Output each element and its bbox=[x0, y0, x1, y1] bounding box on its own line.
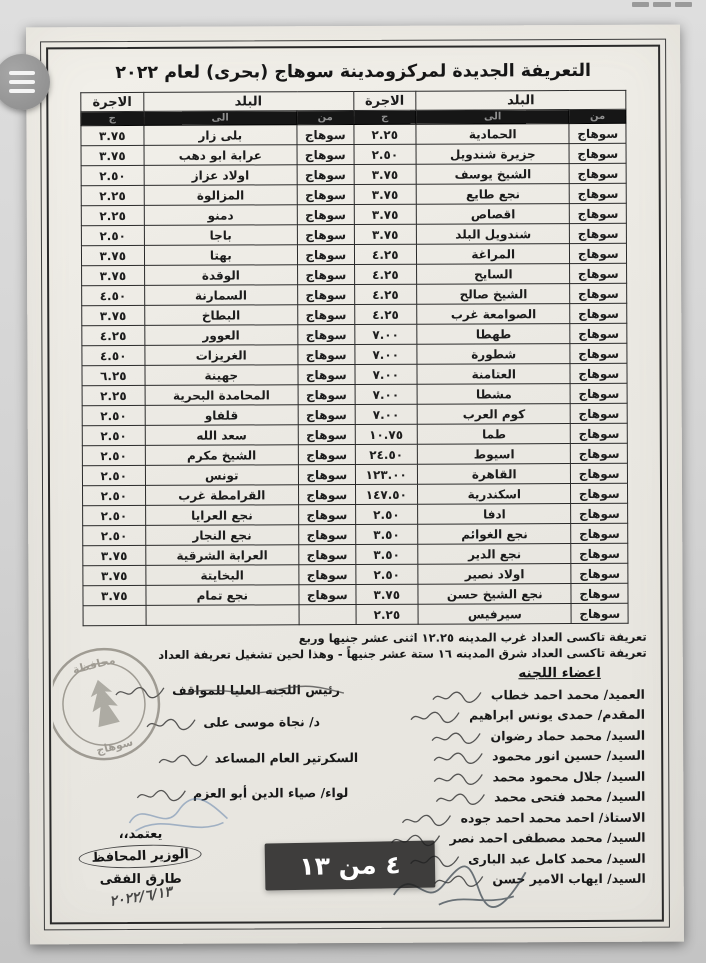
page-title: التعريفة الجديدة لمركزومدينة سوهاج (بحرى) لعام ٢٠٢٢ bbox=[115, 60, 592, 84]
cell-dest-right: الحمادية bbox=[416, 124, 569, 145]
person-name: الاستاذ/ احمد محمد احمد جوده bbox=[460, 809, 646, 826]
approval-word: يعتمد،، bbox=[118, 826, 163, 843]
cell-fare-right: ٤.٢٥ bbox=[354, 264, 417, 284]
cell-fare-left: ٣.٧٥ bbox=[83, 545, 146, 565]
cell-fare-left: ٢.٥٠ bbox=[83, 485, 146, 505]
cell-fare-right: ٢٤.٥٠ bbox=[355, 444, 418, 464]
table-row bbox=[83, 483, 628, 505]
table-row bbox=[81, 203, 626, 225]
cell-from-right: سوهاج bbox=[570, 303, 627, 323]
cell-from-right: سوهاج bbox=[570, 283, 627, 303]
cell-fare-left: ٣.٧٥ bbox=[81, 245, 144, 265]
cell-dest-right: القاهرة bbox=[417, 464, 570, 485]
approval-name: طارق الفقى bbox=[99, 871, 182, 888]
table-row bbox=[82, 303, 627, 325]
person-name: السيد/ جلال محمود محمد bbox=[492, 768, 646, 785]
table-row bbox=[83, 523, 628, 545]
cell-dest-left: بهتا bbox=[144, 245, 297, 266]
cell-dest-right: طما bbox=[417, 424, 570, 445]
cell-fare-right: ٣.٧٥ bbox=[354, 184, 417, 204]
table-row bbox=[82, 283, 627, 305]
cell-fare-right: ٧.٠٠ bbox=[354, 344, 417, 364]
cell-from-right: سوهاج bbox=[570, 203, 627, 223]
cell-fare-right: ٢.٢٥ bbox=[353, 124, 416, 144]
cell-dest-right: الصوامعة غرب bbox=[417, 304, 570, 325]
cell-dest-right: نجع الدير bbox=[418, 544, 571, 565]
cell-fare-left bbox=[83, 605, 146, 625]
signature-scribble bbox=[432, 751, 484, 766]
cell-dest-right: كوم العرب bbox=[417, 404, 570, 425]
cell-from-left: سوهاج bbox=[298, 325, 355, 345]
cell-dest-left: باجا bbox=[144, 225, 297, 246]
cell-from-right: سوهاج bbox=[569, 123, 626, 143]
cell-from-left: سوهاج bbox=[297, 245, 354, 265]
cell-dest-right: نجع الشيخ حسن bbox=[418, 584, 571, 605]
signature-scribble bbox=[135, 788, 187, 803]
cell-fare-right: ٣.٧٥ bbox=[354, 224, 417, 244]
table-row bbox=[82, 423, 627, 445]
cell-dest-left: تونس bbox=[145, 465, 298, 486]
cell-from-right: سوهاج bbox=[570, 323, 627, 343]
fare-table-body bbox=[81, 123, 628, 625]
signature-scribble bbox=[157, 753, 209, 768]
cell-from-left: سوهاج bbox=[298, 465, 355, 485]
cell-fare-right: ٣.٥٠ bbox=[355, 524, 418, 544]
cell-fare-right: ١٠.٧٥ bbox=[355, 424, 418, 444]
cell-dest-right: اقصاص bbox=[416, 204, 569, 225]
cell-dest-right: طهطا bbox=[417, 324, 570, 345]
cell-from-left: سوهاج bbox=[299, 524, 356, 544]
cell-dest-right: الشيخ يوسف bbox=[416, 164, 569, 185]
stamp-text-top: محافظة bbox=[71, 653, 117, 677]
cell-fare-right: ٣.٥٠ bbox=[355, 544, 418, 564]
cell-dest-left: القرامطة غرب bbox=[145, 485, 298, 506]
cell-from-right: سوهاج bbox=[570, 223, 627, 243]
table-row bbox=[81, 143, 626, 165]
person-name: العميد/ محمد احمد خطاب bbox=[490, 686, 645, 703]
cell-fare-right: ٧.٠٠ bbox=[354, 324, 417, 344]
person-name: السيد/ حسين انور محمود bbox=[492, 747, 646, 764]
cell-dest-right: العتامنة bbox=[417, 364, 570, 385]
cell-dest-left: السمارنة bbox=[144, 285, 297, 306]
cell-dest-right: ادفا bbox=[418, 504, 571, 525]
cell-dest-left: المزالوة bbox=[144, 185, 297, 206]
cell-dest-left: نجع تمام bbox=[146, 585, 299, 606]
cell-from-left: سوهاج bbox=[298, 405, 355, 425]
table-row bbox=[81, 243, 626, 265]
cell-dest-right: الشيخ صالح bbox=[417, 284, 570, 305]
table-row bbox=[82, 343, 627, 365]
cell-dest-left: العوور bbox=[144, 325, 297, 346]
cell-dest-right: السايح bbox=[417, 264, 570, 285]
cell-from-left: سوهاج bbox=[299, 564, 356, 584]
cell-fare-left: ٢.٢٥ bbox=[81, 185, 144, 205]
cell-from-left: سوهاج bbox=[298, 445, 355, 465]
cell-dest-left: جهينة bbox=[145, 365, 298, 386]
cell-fare-left: ٣.٧٥ bbox=[83, 585, 146, 605]
cell-fare-left: ٢.٥٠ bbox=[82, 445, 145, 465]
cell-from-left: سوهاج bbox=[298, 385, 355, 405]
cell-from-left: سوهاج bbox=[298, 285, 355, 305]
cell-from-left: سوهاج bbox=[297, 165, 354, 185]
cell-dest-left: البطاخ bbox=[144, 305, 297, 326]
cell-dest-right: نجع طايع bbox=[416, 184, 569, 205]
cell-from-right: سوهاج bbox=[571, 503, 628, 523]
signature-scribble bbox=[432, 874, 484, 889]
cell-dest-left: عرابة ابو دهب bbox=[144, 145, 297, 166]
cell-from-right: سوهاج bbox=[571, 523, 628, 543]
cell-from-left: سوهاج bbox=[298, 425, 355, 445]
eagle-emblem-icon bbox=[85, 677, 122, 728]
person-name: رئيس اللجنه العليا للمواقف bbox=[172, 682, 340, 698]
cell-fare-left: ٢.٥٠ bbox=[81, 225, 144, 245]
stamp-text-bottom: سوهاج bbox=[94, 735, 135, 758]
cell-fare-right: ٢.٥٠ bbox=[354, 144, 417, 164]
cell-dest-left: الشيخ مكرم bbox=[145, 445, 298, 466]
cell-dest-left: نجع العرايا bbox=[145, 505, 298, 526]
note-line-1: تعريفة تاكسى العداد غرب المدينه ١٢.٢٥ اثنى عشر جنيها وربع bbox=[298, 629, 647, 646]
cell-fare-right: ٧.٠٠ bbox=[355, 404, 418, 424]
person-name: السكرتير العام المساعد bbox=[214, 749, 359, 766]
cell-fare-right: ٣.٧٥ bbox=[354, 204, 417, 224]
table-row bbox=[81, 223, 626, 245]
cell-dest-left: سعد الله bbox=[145, 425, 298, 446]
cell-dest-left: البخايتة bbox=[145, 565, 298, 586]
table-row bbox=[81, 183, 626, 205]
subheader-to-right: الى bbox=[416, 110, 569, 125]
cell-from-right: سوهاج bbox=[570, 243, 627, 263]
cell-dest-left: العرابة الشرقية bbox=[145, 545, 298, 566]
committee-heading: اعضاء اللجنه bbox=[518, 664, 601, 682]
note-line-2: تعريفة تاكسى العداد شرق المدينه ١٦ ستة عشر جنيهاً - وهذا لحين تشغيل تعريفة العداد bbox=[158, 645, 647, 662]
person-name: السيد/ محمد مصطفى احمد نصر bbox=[449, 829, 646, 846]
header-place-right: البلد bbox=[416, 90, 626, 110]
cell-fare-left: ٢.٥٠ bbox=[83, 525, 146, 545]
list-item bbox=[93, 783, 348, 803]
cell-fare-left: ٢.٥٠ bbox=[82, 405, 145, 425]
header-fare-left: الاجرة bbox=[81, 92, 144, 111]
cell-dest-right: اسكندرية bbox=[418, 484, 571, 505]
cell-from-left: سوهاج bbox=[298, 265, 355, 285]
cell-fare-left: ٢.٥٠ bbox=[83, 505, 146, 525]
cell-fare-left: ٢.٢٥ bbox=[82, 385, 145, 405]
cell-fare-right: ٤.٢٥ bbox=[354, 304, 417, 324]
cell-fare-left: ٢.٢٥ bbox=[81, 205, 144, 225]
signature-scribble bbox=[434, 792, 486, 807]
cell-fare-left: ٤.٥٠ bbox=[82, 285, 145, 305]
cell-fare-left: ٣.٧٥ bbox=[82, 305, 145, 325]
table-row bbox=[82, 323, 627, 345]
cell-dest-right: اولاد نصير bbox=[418, 564, 571, 585]
header-row bbox=[81, 90, 626, 111]
cell-fare-right: ١٤٧.٥٠ bbox=[355, 484, 418, 504]
cell-dest-left: الغريزات bbox=[144, 345, 297, 366]
table-row bbox=[82, 443, 627, 465]
cell-fare-right: ٣.٧٥ bbox=[355, 584, 418, 604]
table-row bbox=[81, 123, 626, 145]
cell-fare-left: ٢.٥٠ bbox=[82, 425, 145, 445]
table-row bbox=[82, 463, 627, 485]
person-name: لواء/ صياء الدين أبو العزم bbox=[192, 785, 349, 801]
person-name: السيد/ محمد فتحى محمد bbox=[494, 788, 646, 805]
cell-from-right: سوهاج bbox=[571, 383, 628, 403]
signature-scribble bbox=[433, 771, 485, 786]
subheader-fare-right: ج bbox=[353, 110, 416, 124]
cell-fare-right: ٤.٢٥ bbox=[354, 284, 417, 304]
subheader-to-left: الى bbox=[143, 111, 296, 126]
cell-from-left: سوهاج bbox=[298, 345, 355, 365]
cell-from-right: سوهاج bbox=[571, 443, 628, 463]
cell-from-right: سوهاج bbox=[570, 163, 627, 183]
cell-fare-right: ٢.٥٠ bbox=[355, 564, 418, 584]
cell-fare-right: ٤.٢٥ bbox=[354, 244, 417, 264]
cell-from-right: سوهاج bbox=[570, 183, 627, 203]
person-name: د/ نجاة موسى على bbox=[203, 714, 321, 730]
table-row bbox=[83, 603, 628, 625]
cell-from-right: سوهاج bbox=[571, 543, 628, 563]
cell-from-left: سوهاج bbox=[297, 205, 354, 225]
table-row bbox=[83, 503, 628, 525]
cell-fare-right: ٢.٢٥ bbox=[356, 604, 419, 624]
cell-fare-right: ٣.٧٥ bbox=[354, 164, 417, 184]
cell-dest-left bbox=[146, 605, 299, 626]
cell-dest-left: دمنو bbox=[144, 205, 297, 226]
cell-from-left: سوهاج bbox=[297, 225, 354, 245]
signature-scribble bbox=[401, 812, 453, 827]
fare-table-header bbox=[81, 90, 626, 125]
cell-from-left: سوهاج bbox=[297, 145, 354, 165]
cell-dest-right: سيرفيس bbox=[418, 604, 571, 625]
table-row bbox=[81, 163, 626, 185]
cell-from-right: سوهاج bbox=[571, 423, 628, 443]
approval-block bbox=[65, 826, 215, 910]
cell-from-right: سوهاج bbox=[572, 603, 629, 623]
cell-from-right: سوهاج bbox=[570, 363, 627, 383]
cell-fare-left: ٤.٢٥ bbox=[82, 325, 145, 345]
cell-fare-left: ٣.٧٥ bbox=[82, 265, 145, 285]
cell-dest-left: الوقدة bbox=[144, 265, 297, 286]
cell-from-right: سوهاج bbox=[571, 563, 628, 583]
cell-from-left: سوهاج bbox=[299, 484, 356, 504]
signature-scribble bbox=[431, 730, 483, 745]
cell-from-left: سوهاج bbox=[297, 125, 354, 145]
cell-from-left: سوهاج bbox=[299, 584, 356, 604]
cell-from-right: سوهاج bbox=[570, 263, 627, 283]
cell-from-left: سوهاج bbox=[298, 365, 355, 385]
table-row bbox=[82, 263, 627, 285]
cell-fare-left: ٣.٧٥ bbox=[81, 125, 144, 145]
header-place-left: البلد bbox=[143, 92, 353, 112]
table-row bbox=[82, 403, 627, 425]
table-row bbox=[82, 383, 627, 405]
cell-fare-left: ٢.٥٠ bbox=[82, 465, 145, 485]
cell-from-left: سوهاج bbox=[297, 185, 354, 205]
table-row bbox=[83, 563, 628, 585]
scanned-document-page bbox=[26, 25, 684, 945]
cell-dest-left: نجع النجار bbox=[145, 525, 298, 546]
cell-dest-left: قلفاو bbox=[145, 405, 298, 426]
cell-from-right: سوهاج bbox=[571, 483, 628, 503]
signature-scribble bbox=[431, 689, 483, 704]
cell-dest-right: المراغة bbox=[417, 244, 570, 265]
cell-from-left: سوهاج bbox=[299, 544, 356, 564]
table-row bbox=[83, 543, 628, 565]
header-fare-right: الاجرة bbox=[353, 91, 416, 110]
person-name: المقدم/ حمدى يونس ابراهيم bbox=[469, 706, 646, 723]
cell-from-right: سوهاج bbox=[571, 463, 628, 483]
hamburger-icon bbox=[9, 89, 35, 93]
person-name: السيد/ محمد حماد رضوان bbox=[490, 727, 646, 744]
person-name: السيد/ محمد كامل عبد البارى bbox=[468, 850, 646, 867]
cell-from-right: سوهاج bbox=[569, 143, 626, 163]
cell-from-right: سوهاج bbox=[570, 343, 627, 363]
cell-dest-right: شطورة bbox=[417, 344, 570, 365]
cell-fare-right: ١٢٣.٠٠ bbox=[355, 464, 418, 484]
document-content bbox=[50, 49, 660, 921]
cell-dest-left: اولاد عزاز bbox=[144, 165, 297, 186]
cell-dest-right: مشطا bbox=[417, 384, 570, 405]
page-indicator-badge: ٤ من ١٣ bbox=[265, 841, 436, 891]
cell-from-left: سوهاج bbox=[298, 305, 355, 325]
cell-fare-left: ٣.٧٥ bbox=[83, 565, 146, 585]
hamburger-icon bbox=[9, 71, 35, 75]
approval-date-handwriting: ٢٠٢٢/٦/١٣ bbox=[108, 883, 174, 910]
cell-fare-left: ٢.٥٠ bbox=[81, 165, 144, 185]
approval-title: الوزير المحافظ bbox=[79, 843, 203, 871]
cell-fare-right: ٢.٥٠ bbox=[355, 504, 418, 524]
cell-fare-left: ٤.٥٠ bbox=[82, 345, 145, 365]
cell-dest-right: جزيرة شندويل bbox=[416, 144, 569, 165]
subheader-from-left: من bbox=[297, 111, 354, 125]
fare-table bbox=[80, 90, 628, 626]
table-row bbox=[83, 583, 628, 605]
subheader-from-right: من bbox=[569, 109, 626, 123]
cell-fare-left: ٦.٢٥ bbox=[82, 365, 145, 385]
person-name: السيد/ ايهاب الامير حسن bbox=[492, 870, 646, 887]
cell-dest-left: بلى زار bbox=[144, 125, 297, 146]
cell-dest-right: اسيوط bbox=[417, 444, 570, 465]
cell-dest-left: المحامدة البحرية bbox=[145, 385, 298, 406]
signature-scribble bbox=[409, 710, 461, 725]
cell-fare-right: ٧.٠٠ bbox=[354, 364, 417, 384]
cell-dest-right: شندويل البلد bbox=[416, 224, 569, 245]
cell-from-right: سوهاج bbox=[571, 583, 628, 603]
table-row bbox=[82, 363, 627, 385]
hamburger-icon bbox=[9, 80, 35, 84]
subheader-fare-left: ج bbox=[81, 111, 144, 125]
cell-dest-right: نجع الغوائم bbox=[418, 524, 571, 545]
cell-from-left: سوهاج bbox=[299, 504, 356, 524]
cell-fare-left: ٣.٧٥ bbox=[81, 145, 144, 165]
cell-fare-right: ٧.٠٠ bbox=[355, 384, 418, 404]
cell-from-right: سوهاج bbox=[571, 403, 628, 423]
cropped-toolbar-fragment bbox=[632, 2, 692, 7]
cell-from-left bbox=[299, 604, 356, 624]
